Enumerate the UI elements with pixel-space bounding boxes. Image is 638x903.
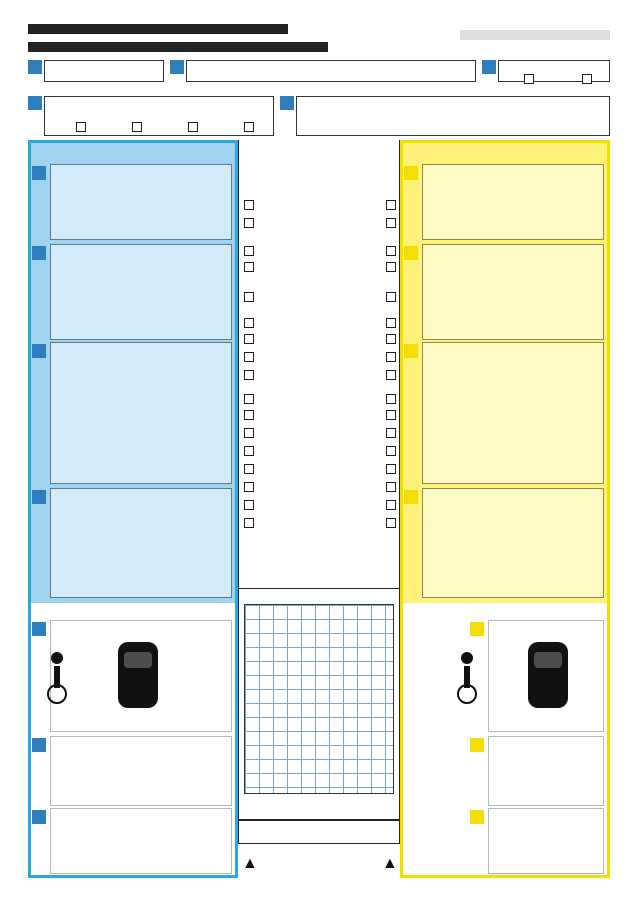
- vehicle-a-remarks[interactable]: [50, 808, 232, 874]
- sketch-grid[interactable]: [244, 604, 394, 794]
- damage-yes-checkbox-2[interactable]: [244, 122, 254, 132]
- damage-no-checkbox-2[interactable]: [188, 122, 198, 132]
- arrow-icon: ▲: [242, 855, 258, 872]
- circumstances-panel: [238, 140, 400, 600]
- marker-2: [170, 60, 184, 74]
- marker-1: [28, 60, 42, 74]
- vehicle-b-insurer-fields[interactable]: [422, 342, 604, 484]
- header-title-bar: [28, 24, 288, 34]
- vehicle-a-insurer-fields[interactable]: [50, 342, 232, 484]
- marker-4: [28, 96, 42, 110]
- car-icon: [112, 636, 164, 714]
- field-injured[interactable]: [498, 60, 610, 82]
- vehicle-a-vehicle-fields[interactable]: [50, 244, 232, 340]
- marker-5: [280, 96, 294, 110]
- header-title-bar-2: [28, 42, 328, 52]
- bicycle-icon: [452, 650, 482, 706]
- vehicle-a-insured-fields[interactable]: [50, 164, 232, 240]
- arrow-icon: ▲: [382, 855, 398, 872]
- header-title-block: [28, 24, 328, 54]
- vehicle-b-visible-damage[interactable]: [488, 736, 604, 806]
- field-location[interactable]: [186, 60, 476, 82]
- car-icon: [522, 636, 574, 714]
- driver-signatures: [238, 820, 400, 844]
- field-date-time[interactable]: [44, 60, 164, 82]
- vehicle-a-visible-damage[interactable]: [50, 736, 232, 806]
- vehicle-b-vehicle-fields[interactable]: [422, 244, 604, 340]
- field-witnesses[interactable]: [296, 96, 610, 136]
- header: [0, 0, 638, 140]
- injured-yes-checkbox[interactable]: [582, 74, 592, 84]
- header-right-meta: [460, 30, 610, 40]
- damage-no-checkbox-1[interactable]: [76, 122, 86, 132]
- vehicle-b-driver-fields[interactable]: [422, 488, 604, 598]
- vehicle-b-insured-fields[interactable]: [422, 164, 604, 240]
- injured-no-checkbox[interactable]: [524, 74, 534, 84]
- vehicle-b-remarks[interactable]: [488, 808, 604, 874]
- vehicle-a-driver-fields[interactable]: [50, 488, 232, 598]
- damage-yes-checkbox-1[interactable]: [132, 122, 142, 132]
- bicycle-icon: [42, 650, 72, 706]
- marker-3: [482, 60, 496, 74]
